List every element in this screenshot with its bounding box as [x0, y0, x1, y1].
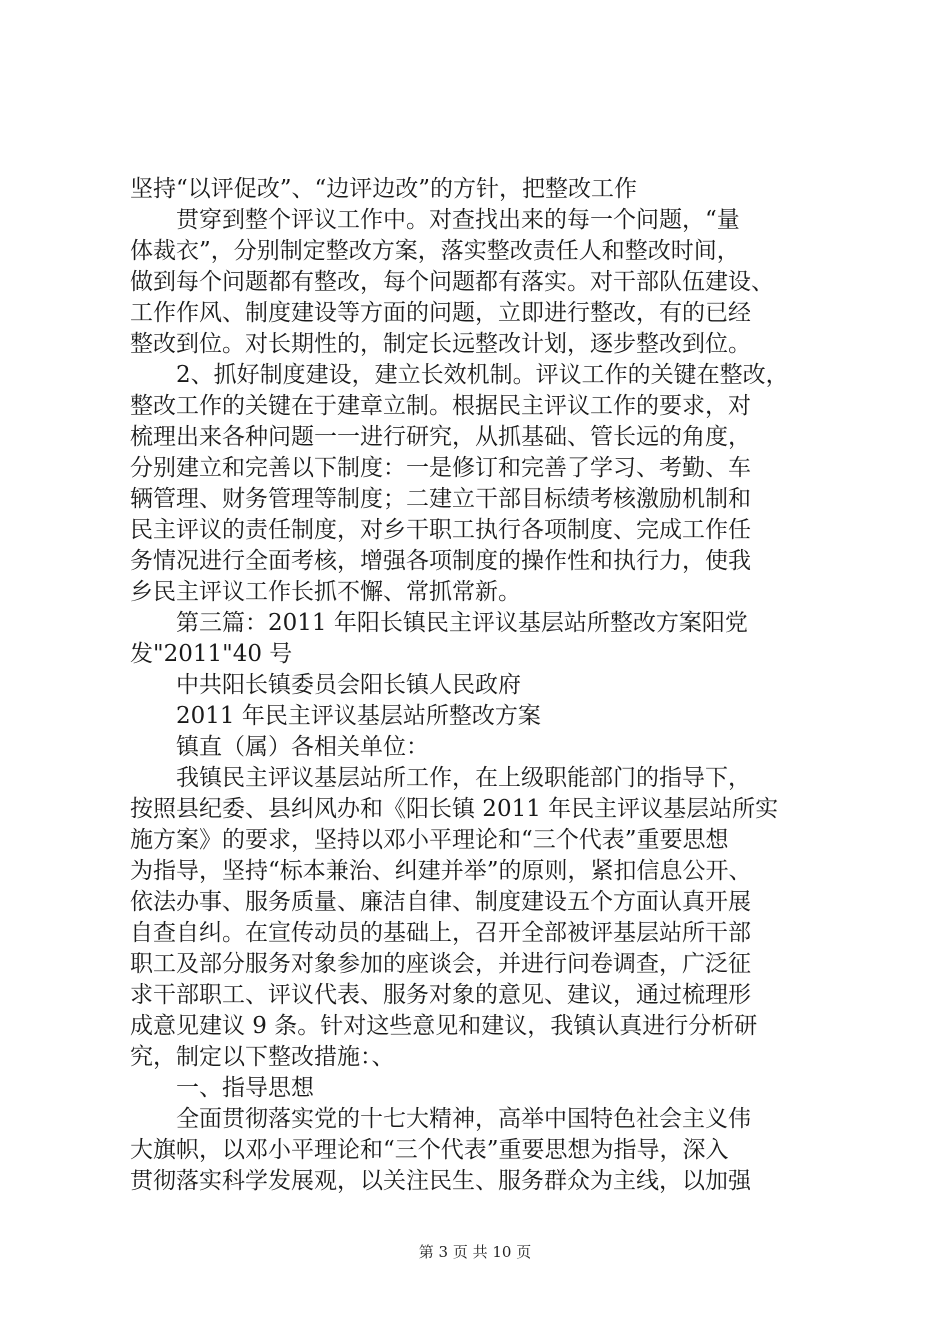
text-line: 自查自纠。在宣传动员的基础上，召开全部被评基层站所干部: [130, 920, 751, 946]
text-line: 坚持“以评促改”、“边评边改”的方针，把整改工作: [130, 176, 638, 202]
text-line: 辆管理、财务管理等制度；二建立干部目标绩考核激励机制和: [130, 486, 751, 512]
text-line: 按照县纪委、县纠风办和《阳长镇 2011 年民主评议基层站所实: [130, 796, 779, 822]
text-line: 务情况进行全面考核，增强各项制度的操作性和执行力，使我: [130, 548, 751, 574]
text-line: 成意见建议 9 条。针对这些意见和建议，我镇认真进行分析研: [130, 1013, 758, 1039]
text-line: 分别建立和完善以下制度：一是修订和完善了学习、考勤、车: [130, 455, 751, 481]
text-line: 民主评议的责任制度，对乡干职工执行各项制度、完成工作任: [130, 517, 751, 543]
text-line: 贯穿到整个评议工作中。对查找出来的每一个问题，“量: [130, 207, 740, 233]
text-line: 求干部职工、评议代表、服务对象的意见、建议，通过梳理形: [130, 982, 751, 1008]
text-line: 我镇民主评议基层站所工作，在上级职能部门的指导下，: [130, 765, 751, 791]
text-line: 究，制定以下整改措施：、: [130, 1044, 395, 1070]
subsection-heading: 一、指导思想: [130, 1075, 314, 1101]
section-heading: 第三篇：2011 年阳长镇民主评议基层站所整改方案阳党: [130, 610, 748, 636]
text-line: 做到每个问题都有整改，每个问题都有落实。对干部队伍建设、: [130, 269, 774, 295]
text-line: 全面贯彻落实党的十七大精神，高举中国特色社会主义伟: [130, 1106, 751, 1132]
text-line: 体裁衣”，分别制定整改方案，落实整改责任人和整改时间，: [130, 238, 740, 264]
text-line: 为指导，坚持“标本兼治、纠建并举”的原则，紧扣信息公开、: [130, 858, 752, 884]
text-line: 工作作风、制度建设等方面的问题，立即进行整改，有的已经: [130, 300, 751, 326]
text-line: 乡民主评议工作长抓不懈、常抓常新。: [130, 579, 521, 605]
text-line: 职工及部分服务对象参加的座谈会，并进行问卷调查，广泛征: [130, 951, 751, 977]
text-line: 发"2011"40 号: [130, 641, 293, 667]
issuer-line: 中共阳长镇委员会阳长镇人民政府: [130, 672, 521, 698]
text-line: 依法办事、服务质量、廉洁自律、制度建设五个方面认真开展: [130, 889, 751, 915]
page-number-footer: 第 3 页 共 10 页: [418, 1243, 532, 1261]
text-line: 大旗帜，以邓小平理论和“三个代表”重要思想为指导，深入: [130, 1137, 729, 1163]
text-line: 贯彻落实科学发展观，以关注民生、服务群众为主线，以加强: [130, 1168, 751, 1194]
text-line: 整改到位。对长期性的，制定长远整改计划，逐步整改到位。: [130, 331, 751, 357]
document-title: 2011 年民主评议基层站所整改方案: [130, 703, 541, 729]
text-line: 施方案》的要求，坚持以邓小平理论和“三个代表”重要思想: [130, 827, 729, 853]
document-body: [130, 174, 835, 1197]
text-line: 整改工作的关键在于建章立制。根据民主评议工作的要求，对: [130, 393, 751, 419]
text-line: 2、抓好制度建设，建立长效机制。评议工作的关键在整改，: [130, 362, 789, 388]
salutation: 镇直（属）各相关单位：: [130, 734, 429, 760]
text-line: 梳理出来各种问题一一进行研究，从抓基础、管长远的角度，: [130, 424, 751, 450]
